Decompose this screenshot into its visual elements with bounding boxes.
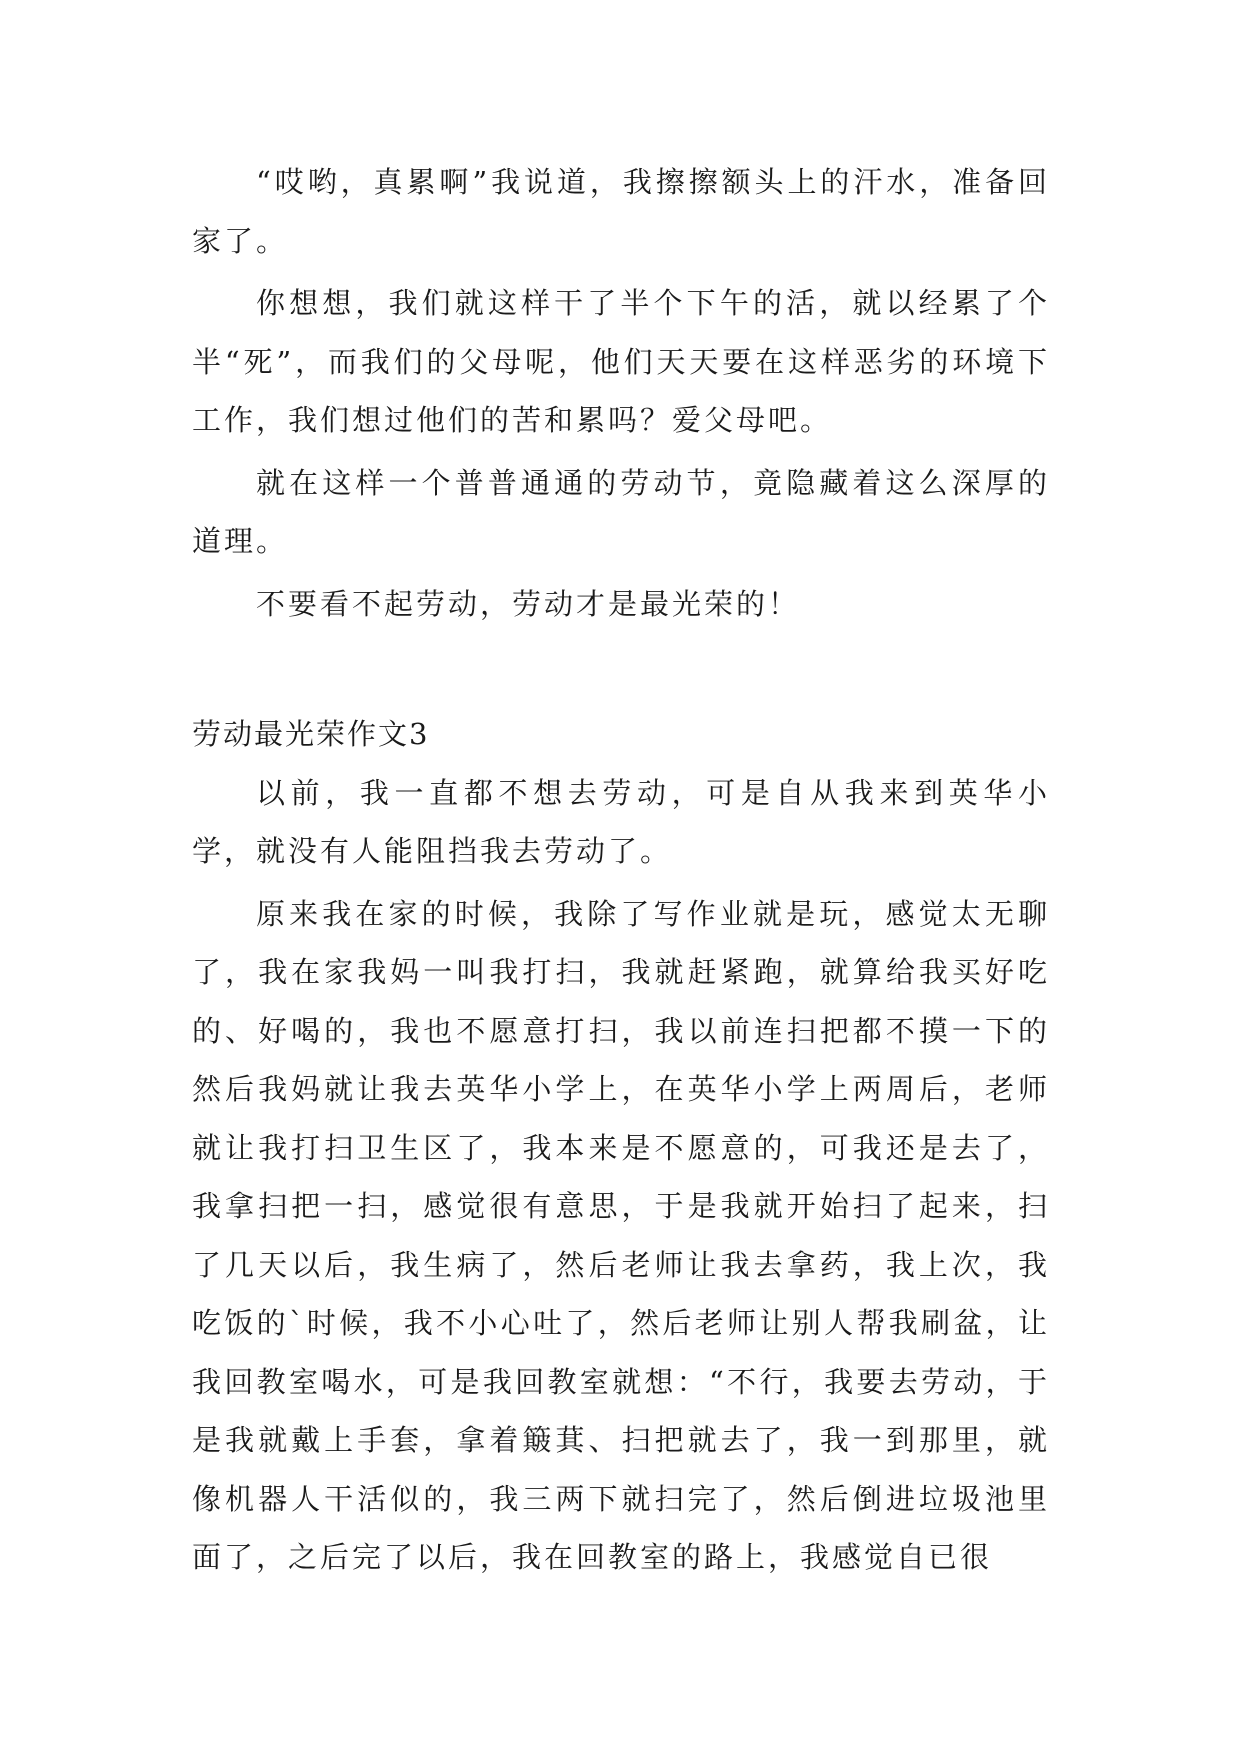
paragraph-4: 不要看不起劳动，劳动才是最光荣的！ <box>256 586 801 621</box>
section-title: 劳动最光荣作文3 <box>192 717 430 751</box>
section-gap <box>192 637 1050 705</box>
paragraph-5: 以前，我一直都不想去劳动，可是自从我来到英华小学，就没有人能阻挡我去劳动了。 <box>192 775 1050 868</box>
paragraph-6: 原来我在家的时候，我除了写作业就是玩，感觉太无聊了，我在家我妈一叫我打扫，我就赶紧跑，就算给我买好吃的、好喝的，我也不愿意打扫，我以前连扫把都不摸一下的然后我妈就让我去英华小学上，在英华小学上两周后，老师就让我打扫卫生区了，我本来是不愿意的，可我还是去了，我拿扫把一扫，感觉很有意思，于是我就开始扫了起来，扫了几天以后，我生病了，然后老师让我去拿药，我上次，我吃饭的`时候，我不小心吐了，然后老师让别人帮我刷盆，让我回教室喝水，可是我回教室就想：“不行，我要去劳动，于是我就戴上手套，拿着簸萁、扫把就去了，我一到那里，就像机器人干活似的，我三两下就扫完了，然后倒进垃圾池里面了，之后完了以后，我在回教室的路上，我感觉自已很 <box>192 896 1050 1574</box>
document-body <box>192 153 1050 1591</box>
paragraph-1: “哎哟，真累啊”我说道，我擦擦额头上的汗水，准备回家了。 <box>192 165 1050 258</box>
paragraph-2: 你想想，我们就这样干了半个下午的活，就以经累了个半“死”，而我们的父母呢，他们天天要在这样恶劣的环境下工作，我们想过他们的苦和累吗？爱父母吧。 <box>192 286 1050 437</box>
paragraph-3: 就在这样一个普普通通的劳动节，竟隐藏着这么深厚的道理。 <box>192 465 1050 558</box>
